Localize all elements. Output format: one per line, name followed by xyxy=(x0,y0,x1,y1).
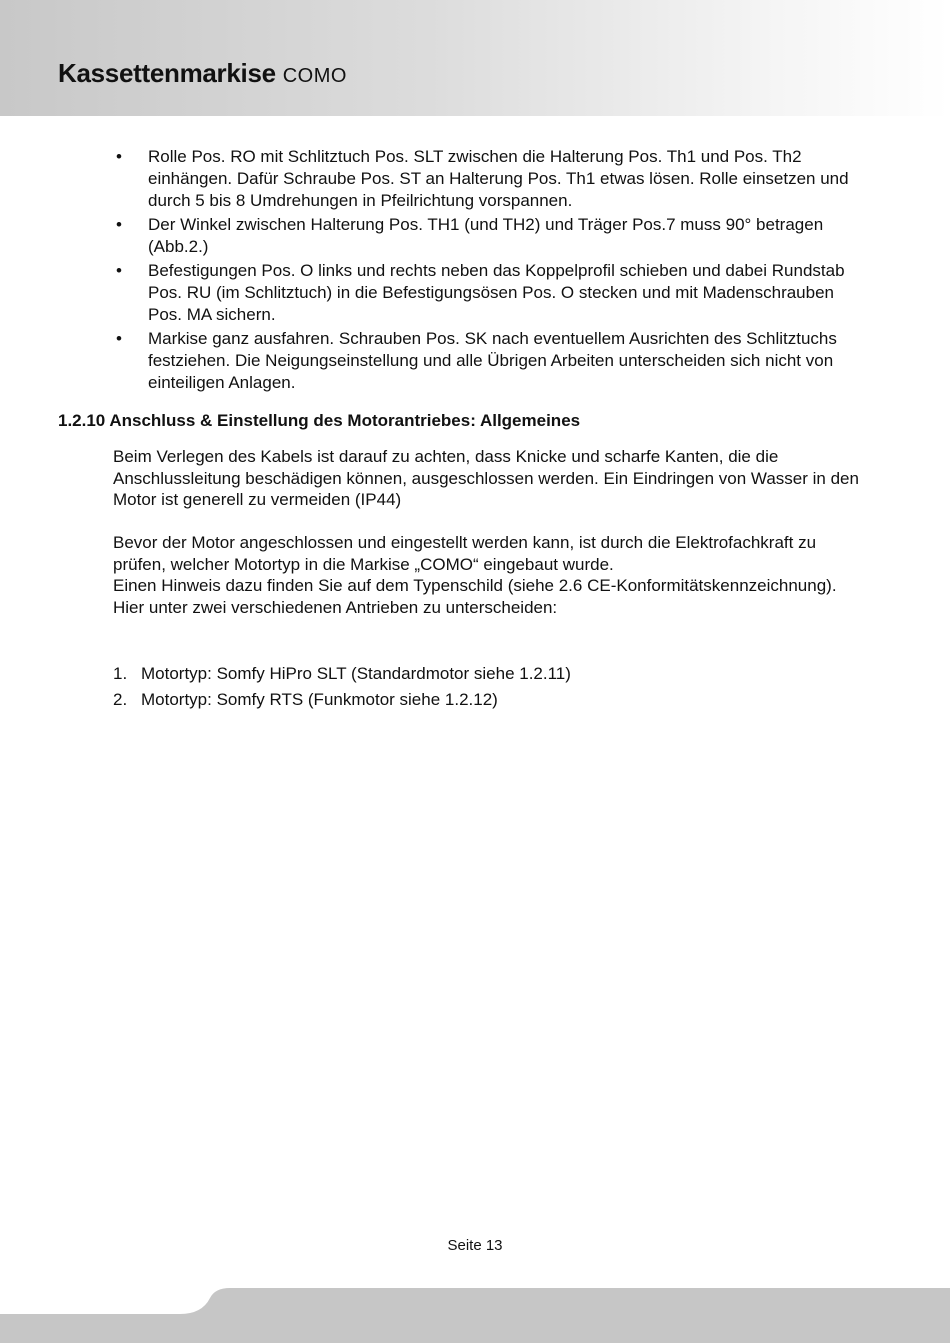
list-item-text: Rolle Pos. RO mit Schlitztuch Pos. SLT zwischen die Halterung Pos. Th1 und Pos. Th2 einhängen. Dafür Schraube Pos. ST an Halterung Pos. Th1 etwas lösen. Rolle einsetzen und durch 5 bis 8 Umdrehungen in Pfeilrichtung vorspannen. xyxy=(148,147,849,210)
bullet-icon: • xyxy=(116,261,122,280)
list-item-text: Befestigungen Pos. O links und rechts neben das Koppelprofil schieben und dabei Rundstab Pos. RU (im Schlitztuch) in die Befestigungsösen Pos. O stecken und mit Madenschrauben Pos. MA sichern. xyxy=(148,261,845,324)
list-item xyxy=(112,146,872,212)
list-item xyxy=(112,328,872,394)
list-item-text: Motortyp: Somfy HiPro SLT (Standardmotor siehe 1.2.11) xyxy=(141,664,571,683)
bullet-list xyxy=(112,146,872,396)
list-number: 2. xyxy=(113,690,128,709)
title-product: COMO xyxy=(282,65,347,87)
footer-band xyxy=(0,1288,950,1343)
list-item-text: Markise ganz ausfahren. Schrauben Pos. SK nach eventuellem Ausrichten des Schlitztuchs festziehen. Die Neigungseinstellung und alle Übrigen Arbeiten unterscheiden sich nicht von einteiligen Anlagen. xyxy=(148,329,837,392)
page-title xyxy=(58,58,347,89)
paragraph-line: Bevor der Motor angeschlossen und eingestellt werden kann, ist durch die Elektrofachkraft zu prüfen, welcher Motortyp in die Markise „COMO“ eingebaut wurde. xyxy=(113,533,817,574)
page-number: Seite 13 xyxy=(447,1237,503,1254)
list-item xyxy=(112,260,872,326)
list-item xyxy=(113,663,813,685)
section-heading: 1.2.10 Anschluss & Einstellung des Motorantriebes: Allgemeines xyxy=(58,411,581,430)
list-item-text: Der Winkel zwischen Halterung Pos. TH1 (und TH2) und Träger Pos.7 muss 90° betragen (Abb.2.) xyxy=(148,215,824,256)
list-number: 1. xyxy=(113,664,128,683)
footer-shape xyxy=(0,1288,950,1343)
list-item-text: Motortyp: Somfy RTS (Funkmotor siehe 1.2.12) xyxy=(141,690,498,709)
paragraph-cable: Beim Verlegen des Kabels ist darauf zu achten, dass Knicke und scharfe Kanten, die die Anschlussleitung beschädigen können, ausgeschlossen werden. Ein Eindringen von Wasser in den Motor ist generell zu vermeiden (IP44) xyxy=(113,447,859,509)
paragraph-line: Hier unter zwei verschiedenen Antrieben zu unterscheiden: xyxy=(113,597,558,617)
list-item xyxy=(112,214,872,258)
title-main: Kassettenmarkise xyxy=(58,58,276,88)
list-item xyxy=(113,689,813,711)
bullet-icon: • xyxy=(116,215,122,234)
paragraph-motor-check xyxy=(113,532,873,618)
bullet-icon: • xyxy=(116,329,122,348)
motor-type-list xyxy=(113,663,813,715)
paragraph-line: Einen Hinweis dazu finden Sie auf dem Typenschild (siehe 2.6 CE-Konformitätskennzeichnung). xyxy=(113,576,837,595)
bullet-icon: • xyxy=(116,147,122,166)
